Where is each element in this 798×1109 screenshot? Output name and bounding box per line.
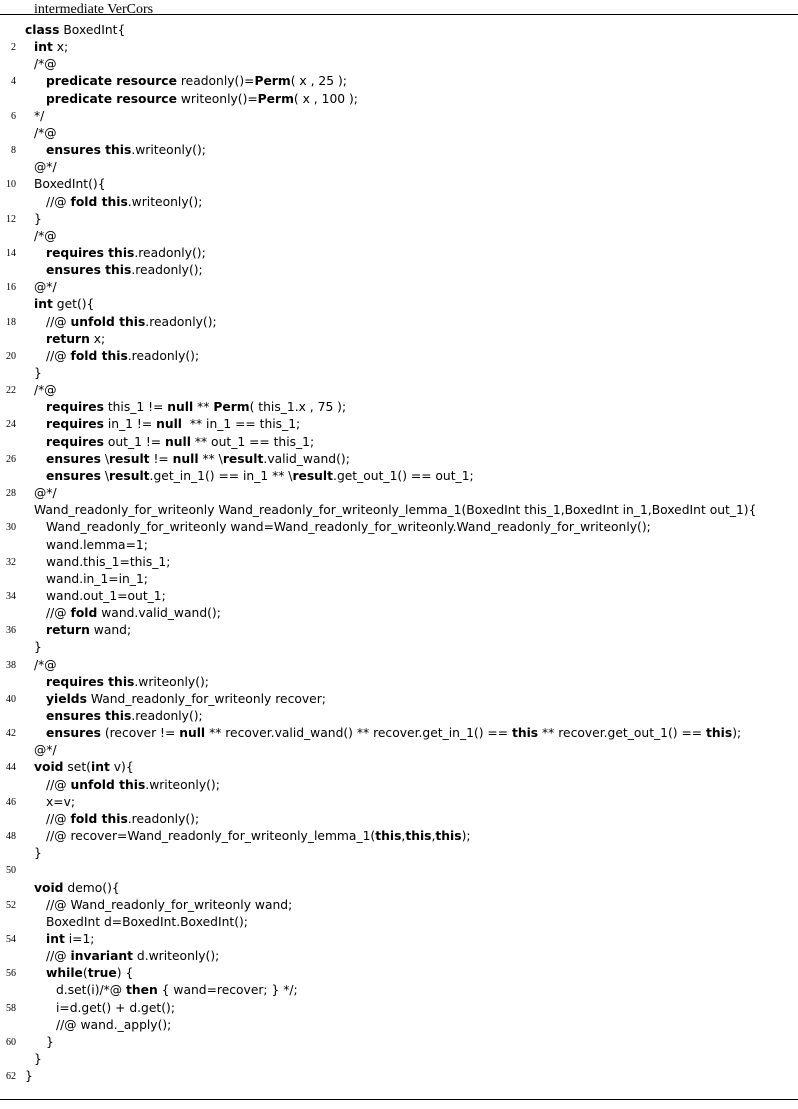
line-number: 34 xyxy=(6,590,16,602)
code-line xyxy=(0,622,798,639)
code-token: ** in_1 == this_1; xyxy=(182,417,301,432)
code-token: wand.out_1=out_1; xyxy=(46,588,166,603)
code-line xyxy=(0,1017,798,1034)
code-token: { wand=recover; } */; xyxy=(157,983,298,998)
code-text xyxy=(46,314,217,331)
code-token: } xyxy=(34,846,42,861)
code-line xyxy=(0,262,798,279)
keyword-token: predicate resource xyxy=(46,91,177,106)
code-text xyxy=(46,571,148,588)
code-token: } xyxy=(34,1052,42,1066)
code-line xyxy=(0,811,798,828)
code-line xyxy=(0,880,798,897)
keyword-token: this xyxy=(405,829,432,844)
code-line xyxy=(0,537,798,554)
code-token: //@ xyxy=(46,606,71,621)
line-number: 18 xyxy=(6,316,16,328)
code-text xyxy=(46,828,471,845)
code-token: ); xyxy=(732,726,742,741)
line-number: 58 xyxy=(6,1002,16,1014)
keyword-token: int xyxy=(90,760,110,775)
code-token: v){ xyxy=(109,760,134,775)
line-number: 4 xyxy=(11,76,16,88)
keyword-token: null xyxy=(179,726,206,741)
line-number: 10 xyxy=(6,179,16,191)
code-token: wand.valid_wand(); xyxy=(97,606,221,621)
code-line xyxy=(0,451,798,468)
code-line xyxy=(0,331,798,348)
line-number: 24 xyxy=(6,419,16,431)
code-line xyxy=(0,931,798,948)
code-token: .get_out_1() == out_1; xyxy=(333,468,474,483)
code-token: BoxedInt(){ xyxy=(34,177,106,192)
code-line xyxy=(0,982,798,999)
keyword-token: ensures this xyxy=(46,263,132,278)
keyword-token: result xyxy=(292,468,334,483)
code-token: //@ xyxy=(46,348,71,363)
keyword-token: while xyxy=(46,966,83,981)
keyword-token: ensures this xyxy=(46,143,132,158)
code-token: /*@ xyxy=(34,57,57,72)
code-line xyxy=(0,382,798,399)
line-number: 2 xyxy=(11,42,16,54)
keyword-token: invariant xyxy=(70,949,133,964)
code-text xyxy=(34,125,57,142)
code-token: .readonly(); xyxy=(145,314,217,329)
code-token: .writeonly(); xyxy=(134,674,209,689)
line-number: 6 xyxy=(11,110,16,122)
code-line xyxy=(0,296,798,313)
code-token: x; xyxy=(89,331,106,346)
code-line xyxy=(0,725,798,742)
code-text xyxy=(34,39,68,56)
code-token: Wand_readonly_for_writeonly recover; xyxy=(86,691,326,706)
code-text xyxy=(46,554,170,571)
line-number: 28 xyxy=(6,488,16,500)
keyword-token: ensures this xyxy=(46,709,132,723)
code-line xyxy=(0,1051,798,1068)
code-token: != xyxy=(149,451,173,466)
code-token: x=v; xyxy=(46,794,76,809)
keyword-token: fold this xyxy=(70,194,128,209)
code-token: //@ xyxy=(46,811,71,826)
code-line xyxy=(0,862,798,879)
code-text xyxy=(46,1034,54,1051)
code-token: @*/ xyxy=(34,486,57,501)
keyword-token: result xyxy=(222,451,264,466)
code-text xyxy=(34,228,57,245)
code-text xyxy=(46,725,741,742)
keyword-token: int xyxy=(34,297,53,312)
line-number: 40 xyxy=(6,693,16,705)
code-token: Wand_readonly_for_writeonly wand=Wand_readonly_for_writeonly.Wand_readonly_for_writeonly(); xyxy=(46,520,651,535)
keyword-token: Perm xyxy=(213,400,250,415)
line-number: 46 xyxy=(6,796,16,808)
code-line xyxy=(0,1034,798,1051)
code-text xyxy=(34,365,42,382)
code-line xyxy=(0,91,798,108)
code-token: wand.this_1=this_1; xyxy=(46,554,171,569)
code-token: i=1; xyxy=(64,931,95,946)
code-token: set( xyxy=(63,760,91,775)
code-line xyxy=(0,657,798,674)
code-line xyxy=(0,211,798,228)
code-token: } xyxy=(34,640,42,655)
code-text xyxy=(46,811,199,828)
code-text xyxy=(25,1068,33,1085)
code-line xyxy=(0,245,798,262)
code-text xyxy=(34,485,57,502)
code-text xyxy=(46,537,148,554)
code-token: .readonly(); xyxy=(131,263,203,278)
code-token: } xyxy=(25,1069,33,1084)
code-token: .readonly(); xyxy=(134,245,206,260)
code-line xyxy=(0,674,798,691)
code-token: (recover != xyxy=(100,726,180,741)
code-text xyxy=(34,742,57,759)
code-token: //@ Wand_readonly_for_writeonly wand; xyxy=(46,897,293,912)
code-token: .writeonly(); xyxy=(145,777,220,792)
code-line xyxy=(0,468,798,485)
code-line xyxy=(0,639,798,656)
code-token: demo(){ xyxy=(63,880,120,895)
code-line xyxy=(0,416,798,433)
code-token: wand.lemma=1; xyxy=(46,537,148,552)
keyword-token: yields xyxy=(46,691,87,706)
keyword-token: ensures xyxy=(46,726,101,741)
code-line xyxy=(0,571,798,588)
code-line xyxy=(0,948,798,965)
code-token: i=d.get() + d.get(); xyxy=(56,1000,175,1015)
code-token: .writeonly(); xyxy=(127,194,203,209)
code-text xyxy=(34,657,57,674)
code-token: wand; xyxy=(89,623,132,638)
line-number: 12 xyxy=(6,213,16,225)
code-text xyxy=(46,691,326,708)
code-text xyxy=(46,399,346,416)
code-line xyxy=(0,965,798,982)
code-token: */ xyxy=(34,108,45,123)
code-line xyxy=(0,914,798,931)
keyword-token: class xyxy=(25,23,60,37)
line-number: 56 xyxy=(6,968,16,980)
keyword-token: ensures xyxy=(46,468,101,483)
code-token: , xyxy=(401,829,406,844)
keyword-token: fold xyxy=(70,606,98,621)
code-text xyxy=(34,296,94,313)
code-token: ( x , 25 ); xyxy=(290,74,347,89)
code-line xyxy=(0,845,798,862)
code-text xyxy=(46,434,314,451)
code-line xyxy=(0,365,798,382)
keyword-token: unfold this xyxy=(70,777,146,792)
code-token: readonly()= xyxy=(176,74,255,89)
keyword-token: this xyxy=(511,726,539,741)
code-line xyxy=(0,73,798,90)
code-token: BoxedInt d=BoxedInt.BoxedInt(); xyxy=(46,914,248,929)
code-text xyxy=(46,622,131,639)
code-line xyxy=(0,1068,798,1085)
code-text xyxy=(34,382,57,399)
code-line xyxy=(0,279,798,296)
code-token: ( xyxy=(82,966,88,981)
code-line xyxy=(0,897,798,914)
code-text xyxy=(46,674,209,691)
keyword-token: ensures xyxy=(46,451,101,466)
code-token: \ xyxy=(100,468,109,483)
code-line xyxy=(0,759,798,776)
code-token: ** \ xyxy=(198,451,223,466)
keyword-token: return xyxy=(46,623,90,638)
code-token: /*@ xyxy=(34,125,57,140)
code-token: wand.in_1=in_1; xyxy=(46,571,148,586)
code-text xyxy=(46,468,474,485)
code-token: //@ xyxy=(46,194,71,209)
line-number: 22 xyxy=(6,385,16,397)
line-number: 52 xyxy=(6,899,16,911)
keyword-token: void xyxy=(34,760,64,775)
code-token: /*@ xyxy=(34,228,57,243)
code-token: ( this_1.x , 75 ); xyxy=(249,400,347,415)
code-token: ** recover.valid_wand() ** recover.get_in_1() == xyxy=(205,726,512,741)
code-text xyxy=(46,262,203,279)
code-line xyxy=(0,39,798,56)
line-number: 16 xyxy=(6,282,16,294)
code-token: .get_in_1() == in_1 ** \ xyxy=(149,468,293,483)
keyword-token: null xyxy=(172,451,199,466)
code-line xyxy=(0,159,798,176)
code-text xyxy=(46,73,347,90)
code-text xyxy=(34,159,57,176)
code-token: d.writeonly(); xyxy=(133,949,220,964)
code-token: BoxedInt{ xyxy=(59,23,126,37)
keyword-token: null xyxy=(167,400,194,415)
code-text xyxy=(46,519,651,536)
code-text xyxy=(34,176,106,193)
code-text xyxy=(46,331,105,348)
code-text xyxy=(46,777,220,794)
code-text xyxy=(46,91,358,108)
code-text xyxy=(46,897,292,914)
code-text xyxy=(46,588,166,605)
code-text xyxy=(46,948,219,965)
keyword-token: fold this xyxy=(70,811,128,826)
code-token: //@ xyxy=(46,949,71,964)
code-token: d.set(i)/*@ xyxy=(56,983,127,998)
code-line xyxy=(0,1000,798,1017)
keyword-token: this xyxy=(435,829,462,844)
code-line xyxy=(0,399,798,416)
code-token: \ xyxy=(100,451,109,466)
code-text xyxy=(46,142,206,159)
keyword-token: result xyxy=(108,451,150,466)
code-text xyxy=(46,451,350,468)
code-token: this_1 != xyxy=(103,400,168,415)
code-token: in_1 != xyxy=(103,417,157,432)
code-text xyxy=(46,794,75,811)
code-line xyxy=(0,434,798,451)
keyword-token: return xyxy=(46,331,90,346)
line-number: 54 xyxy=(6,933,16,945)
code-token: writeonly()= xyxy=(176,91,258,106)
keyword-token: null xyxy=(164,434,191,449)
line-number: 20 xyxy=(6,350,16,362)
code-line xyxy=(0,485,798,502)
code-line xyxy=(0,314,798,331)
code-token: ) { xyxy=(116,966,134,981)
code-line xyxy=(0,194,798,211)
code-text xyxy=(46,708,203,725)
line-number: 50 xyxy=(6,865,16,877)
code-text xyxy=(56,982,298,999)
code-line xyxy=(0,777,798,794)
code-line xyxy=(0,794,798,811)
code-token: } xyxy=(34,366,42,380)
code-text xyxy=(46,348,199,365)
code-line xyxy=(0,502,798,519)
code-token: get(){ xyxy=(52,297,95,312)
code-text xyxy=(34,502,756,519)
code-text xyxy=(34,759,134,776)
keyword-token: unfold this xyxy=(70,314,146,329)
code-token: @*/ xyxy=(34,743,57,758)
line-number: 8 xyxy=(11,145,16,157)
line-number: 30 xyxy=(6,522,16,534)
bottom-rule xyxy=(0,1099,798,1100)
keyword-token: requires xyxy=(46,417,104,432)
keyword-token: this xyxy=(375,829,402,844)
code-token: ( x , 100 ); xyxy=(293,91,358,106)
code-line xyxy=(0,108,798,125)
code-line xyxy=(0,142,798,159)
code-line xyxy=(0,125,798,142)
keyword-token: int xyxy=(34,40,53,55)
code-token: /*@ xyxy=(34,383,57,398)
code-line xyxy=(0,605,798,622)
keyword-token: result xyxy=(108,468,150,483)
code-text xyxy=(34,279,57,296)
code-token: out_1 != xyxy=(103,434,165,449)
code-token: //@ wand._apply(); xyxy=(56,1017,172,1032)
code-text xyxy=(34,639,42,656)
code-line xyxy=(0,228,798,245)
keyword-token: requires this xyxy=(46,674,135,689)
code-text xyxy=(34,880,120,897)
code-token: ); xyxy=(461,829,471,844)
line-number: 44 xyxy=(6,762,16,774)
code-token: @*/ xyxy=(34,280,57,295)
line-number: 38 xyxy=(6,659,16,671)
line-number: 26 xyxy=(6,453,16,465)
code-token: Wand_readonly_for_writeonly Wand_readonly_for_writeonly_lemma_1(BoxedInt this_1,BoxedInt in_1,BoxedInt out_1){ xyxy=(34,503,757,518)
code-text xyxy=(25,22,125,39)
line-number: 48 xyxy=(6,831,16,843)
keyword-token: fold this xyxy=(70,348,128,363)
line-number: 14 xyxy=(6,247,16,259)
code-text xyxy=(34,56,57,73)
keyword-token: null xyxy=(156,417,183,432)
code-text xyxy=(34,108,44,125)
keyword-token: int xyxy=(46,931,65,946)
code-token: x; xyxy=(52,40,69,55)
code-line xyxy=(0,56,798,73)
code-text xyxy=(46,914,248,931)
code-line xyxy=(0,519,798,536)
code-text xyxy=(46,245,206,262)
code-text xyxy=(46,931,94,948)
code-token: //@ xyxy=(46,314,71,329)
line-number: 62 xyxy=(6,1071,16,1083)
code-token: } xyxy=(34,211,42,226)
code-text xyxy=(34,211,42,228)
keyword-token: Perm xyxy=(254,74,291,89)
keyword-token: requires this xyxy=(46,245,135,260)
code-token: , xyxy=(431,829,436,844)
keyword-token: Perm xyxy=(257,91,294,106)
keyword-token: this xyxy=(706,726,733,741)
code-token: .readonly(); xyxy=(131,709,203,723)
code-line xyxy=(0,691,798,708)
line-number: 32 xyxy=(6,556,16,568)
keyword-token: predicate resource xyxy=(46,74,177,89)
keyword-token: true xyxy=(87,966,117,981)
code-text xyxy=(46,965,133,982)
code-line xyxy=(0,588,798,605)
code-token: ** recover.get_out_1() == xyxy=(538,726,707,741)
code-text xyxy=(46,416,300,433)
code-line xyxy=(0,742,798,759)
code-line xyxy=(0,554,798,571)
keyword-token: requires xyxy=(46,400,104,415)
code-text xyxy=(46,605,221,622)
code-token: //@ recover=Wand_readonly_for_writeonly_lemma_1( xyxy=(46,829,376,844)
listing-caption: intermediate VerCors xyxy=(34,2,154,17)
code-line xyxy=(0,828,798,845)
keyword-token: requires xyxy=(46,434,104,449)
code-token: .readonly(); xyxy=(127,348,200,363)
code-token: //@ xyxy=(46,777,71,792)
code-text xyxy=(46,194,202,211)
code-line xyxy=(0,348,798,365)
code-token: } xyxy=(46,1034,54,1049)
code-text xyxy=(56,1017,171,1034)
code-line xyxy=(0,176,798,193)
line-number: 42 xyxy=(6,728,16,740)
keyword-token: then xyxy=(126,983,158,998)
code-token: @*/ xyxy=(34,160,57,175)
code-token: ** out_1 == this_1; xyxy=(190,434,315,449)
code-text xyxy=(56,1000,175,1017)
code-line xyxy=(0,22,798,39)
line-number: 36 xyxy=(6,625,16,637)
code-token: .writeonly(); xyxy=(131,143,206,158)
code-token: .readonly(); xyxy=(127,811,200,826)
code-text xyxy=(34,845,42,862)
keyword-token: void xyxy=(34,880,64,895)
code-line xyxy=(0,708,798,725)
code-token: .valid_wand(); xyxy=(263,451,350,466)
code-token: ** xyxy=(193,400,214,415)
line-number: 60 xyxy=(6,1036,16,1048)
code-token: /*@ xyxy=(34,657,57,672)
code-text xyxy=(34,1051,42,1068)
